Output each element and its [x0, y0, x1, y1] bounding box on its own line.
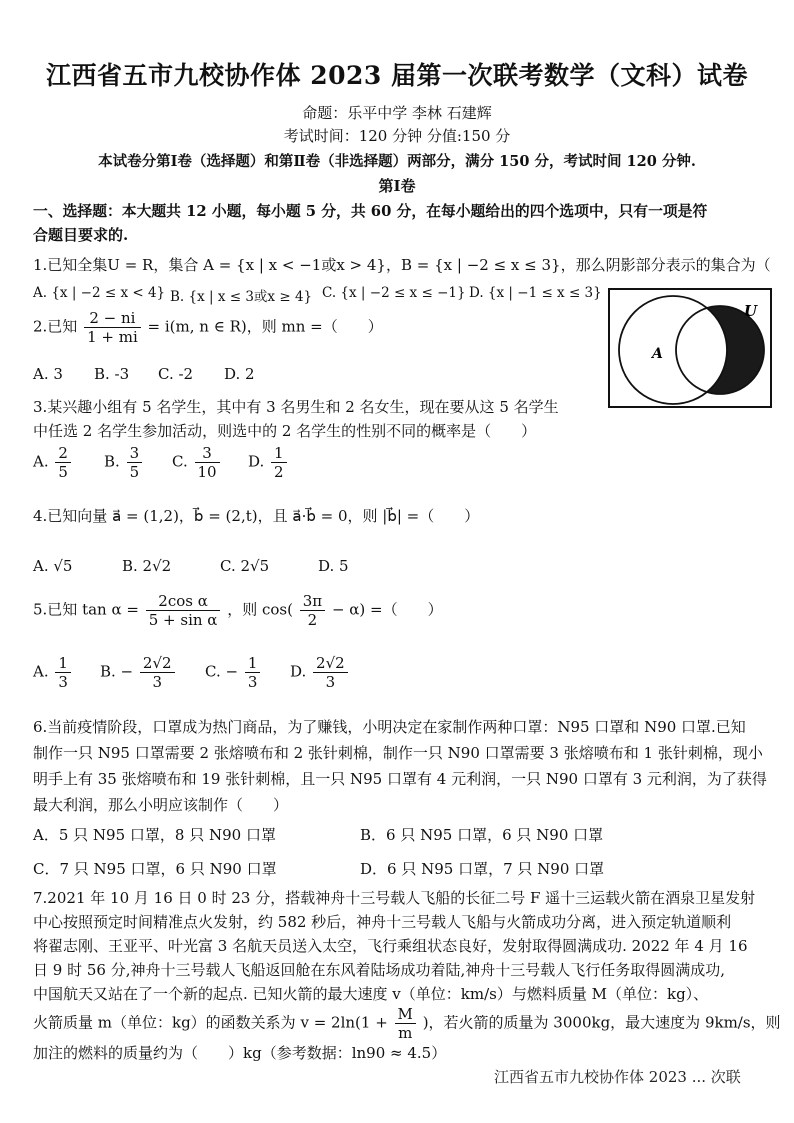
q4-option-c: C. 2√5: [220, 557, 270, 575]
q3-c-fraction: [195, 444, 220, 481]
q7-line-1: 7.2021 年 10 月 16 日 0 时 23 分，搭载神舟十三号载人飞船的长征二号 F 遥十三运载火箭在酒泉卫星发射: [33, 889, 756, 907]
q3-c-label: C.: [172, 452, 188, 471]
q5-d-label: D.: [290, 662, 307, 681]
q2-denominator: 1 + mi: [87, 328, 138, 346]
q5-fraction-1: [146, 592, 221, 629]
q6-option-d: D．6 只 N95 口罩，7 只 N90 口罩: [360, 860, 605, 878]
q5-b-fraction: [140, 654, 175, 691]
q3-a-fraction: [55, 444, 71, 481]
q6-option-b: B．6 只 N95 口罩，6 只 N90 口罩: [360, 826, 604, 844]
q5-option-a: [33, 654, 73, 691]
q6-option-a: A．5 只 N95 口罩，8 只 N90 口罩: [33, 826, 276, 844]
q7-fraction: [395, 1005, 416, 1042]
q5-mid: ，则 cos(: [227, 600, 293, 619]
q2-option-d: D. 2: [224, 365, 255, 383]
q7-line-3: 将翟志刚、王亚平、叶光富 3 名航天员送入太空，飞行乘组状态良好，发射取得圆满成功. 2022 年 4 月 16: [33, 937, 748, 955]
venn-diagram: [608, 288, 772, 408]
q1-option-c: C. {x | −2 ≤ x ≤ −1}: [322, 285, 466, 301]
q5-den-1: 5 + sin α: [148, 611, 218, 629]
q2-post: = i(m, n ∈ R)，则 mn =（ ）: [147, 317, 383, 336]
q2-option-a: A. 3: [33, 365, 63, 383]
exam-time: 考试时间：120 分钟 分值:150 分: [283, 127, 511, 145]
exam-intro: 本试卷分第Ⅰ卷（选择题）和第Ⅱ卷（非选择题）两部分，满分 150 分，考试时间 120 分钟.: [98, 153, 696, 170]
q3-line-1: 3.某兴趣小组有 5 名学生，其中有 3 名男生和 2 名女生，现在要从这 5 名学生: [33, 398, 559, 416]
q5-option-c: [205, 654, 262, 691]
q7-den: m: [398, 1024, 413, 1042]
q7-line-2: 中心按照预定时间精准点火发射，约 582 秒后，神舟十三号载人飞船与火箭成功分离，进入预定轨道顺利: [33, 913, 732, 931]
q3-d-den: 2: [274, 463, 284, 481]
q5-c-num: 1: [245, 654, 261, 673]
q5-pre: 5.已知 tan α =: [33, 600, 139, 619]
q5-a-fraction: [55, 654, 71, 691]
section-instructions-1: 一、选择题：本大题共 12 小题，每小题 5 分，共 60 分，在每小题给出的四个选项中，只有一项是符: [33, 203, 708, 220]
q5-option-b: [100, 654, 177, 691]
q6-option-c: C．7 只 N95 口罩，6 只 N90 口罩: [33, 860, 277, 878]
q1-option-b: B. {x | x ≤ 3或x ≥ 4}: [170, 289, 313, 305]
q5-a-num: 1: [55, 654, 71, 673]
q2-numerator: 2 − ni: [84, 309, 141, 328]
q7-num: M: [395, 1005, 416, 1024]
q3-c-num: 3: [195, 444, 220, 463]
q5-b-label: B. −: [100, 662, 134, 681]
q4-option-a: A. √5: [33, 557, 73, 575]
q6-line-3: 明手上有 35 张熔喷布和 19 张针刺棉，且一只 N95 口罩有 4 元利润，一只 N90 口罩有 3 元利润，为了获得: [33, 770, 767, 788]
q3-b-fraction: [127, 444, 143, 481]
q3-b-den: 5: [129, 463, 140, 481]
q5-d-den: 3: [325, 673, 336, 691]
q5-b-num: 2√2: [140, 654, 175, 673]
q2-fraction: [84, 309, 141, 346]
authors: 命题：乐平中学 李林 石建辉: [302, 104, 492, 122]
page-footer: 江西省五市九校协作体 2023 ... 次联: [494, 1068, 741, 1086]
q4-option-b: B. 2√2: [122, 557, 172, 575]
q2-pre: 2.已知: [33, 317, 78, 336]
q5-d-fraction: [313, 654, 348, 691]
q7-line-6-post: )，若火箭的质量为 3000kg，最大速度为 9km/s，则: [422, 1013, 781, 1032]
q6-line-2: 制作一只 N95 口罩需要 2 张熔喷布和 2 张针刺棉，制作一只 N90 口罩需要 3 张熔喷布和 1 张针刺棉，现小: [33, 744, 763, 762]
q1-option-d: D. {x | −1 ≤ x ≤ 3}: [469, 285, 602, 301]
q3-c-den: 10: [197, 463, 217, 481]
q3-a-den: 5: [58, 463, 68, 481]
q2-option-b: B. -3: [94, 365, 130, 383]
q5-fraction-2: [300, 592, 325, 629]
q1-stem: 1.已知全集U = R，集合 A = {x | x < −1或x > 4}，B = {x | −2 ≤ x ≤ 3}，那么阴影部分表示的集合为（: [33, 256, 771, 274]
q3-option-b: [104, 444, 144, 481]
q3-option-c: [172, 444, 222, 481]
part-heading: 第Ⅰ卷: [378, 177, 416, 195]
q5-b-den: 3: [152, 673, 163, 691]
q5-a-label: A.: [33, 662, 49, 681]
q5-d-num: 2√2: [313, 654, 348, 673]
q7-line-6: [33, 1005, 781, 1042]
q5-den-2: 2: [307, 611, 318, 629]
q3-d-label: D.: [248, 452, 265, 471]
q5-a-den: 3: [58, 673, 68, 691]
venn-label-a: A: [652, 346, 663, 362]
q7-line-6-pre: 火箭质量 m（单位：kg）的函数关系为 v = 2ln(1 +: [33, 1013, 388, 1032]
q3-b-label: B.: [104, 452, 120, 471]
q6-line-1: 6.当前疫情阶段，口罩成为热门商品，为了赚钱，小明决定在家制作两种口罩：N95 口罩和 N90 口罩.已知: [33, 718, 746, 736]
q3-line-2: 中任选 2 名学生参加活动，则选中的 2 名学生的性别不同的概率是（ ）: [33, 422, 537, 440]
q3-a-num: 2: [55, 444, 71, 463]
q7-line-4: 日 9 时 56 分,神舟十三号载人飞船返回舱在东风着陆场成功着陆,神舟十三号载人飞行任务取得圆满成功,: [33, 961, 726, 979]
q5-c-label: C. −: [205, 662, 239, 681]
q5-c-den: 3: [247, 673, 258, 691]
q5-c-fraction: [245, 654, 261, 691]
q2-option-c: C. -2: [158, 365, 194, 383]
q6-line-4: 最大利润，那么小明应该制作（ ）: [33, 796, 289, 814]
q2-stem: [33, 309, 383, 346]
q3-d-num: 1: [271, 444, 287, 463]
q7-line-7: 加注的燃料的质量约为（ ）kg（参考数据：ln90 ≈ 4.5）: [33, 1044, 447, 1062]
q3-b-num: 3: [127, 444, 143, 463]
q3-option-d: [248, 444, 289, 481]
q4-option-d: D. 5: [318, 557, 349, 575]
q7-line-5: 中国航天又站在了一个新的起点. 已知火箭的最大速度 v（单位：km/s）与燃料质量 M（单位：kg）、: [33, 985, 709, 1003]
q5-stem: [33, 592, 443, 629]
section-instructions-2: 合题目要求的.: [33, 226, 129, 244]
venn-label-u: U: [744, 302, 758, 320]
q3-option-a: [33, 444, 73, 481]
q3-d-fraction: [271, 444, 287, 481]
q1-option-a: A. {x | −2 ≤ x < 4}: [33, 285, 166, 301]
q5-num-1: 2cos α: [146, 592, 221, 611]
q5-post: − α) =（ ）: [331, 600, 443, 619]
exam-title: 江西省五市九校协作体 2023 届第一次联考数学（文科）试卷: [46, 61, 748, 90]
q5-num-2: 3π: [300, 592, 325, 611]
q4-stem: 4.已知向量 a⃗ = (1,2)，b⃗ = (2,t)，且 a⃗·b⃗ = 0，则 |b⃗| =（ ）: [33, 507, 480, 525]
q3-a-label: A.: [33, 452, 49, 471]
q5-option-d: [290, 654, 350, 691]
